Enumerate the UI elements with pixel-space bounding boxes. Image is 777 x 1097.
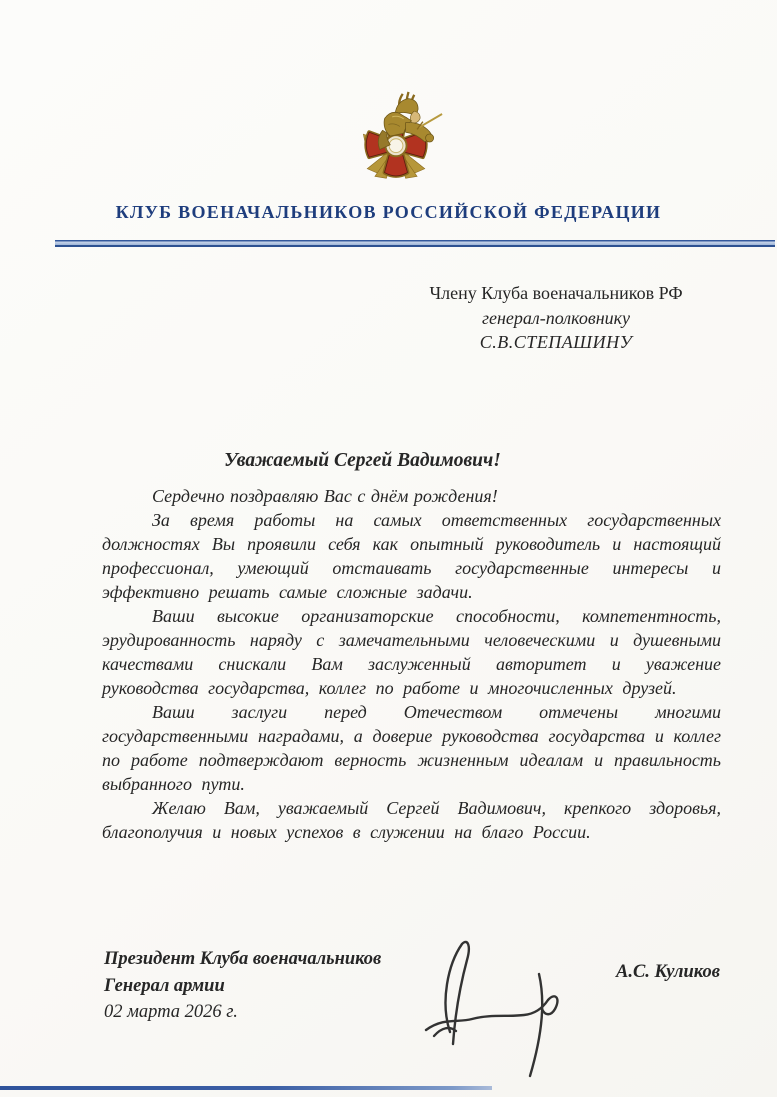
letter-body <box>102 484 721 844</box>
signer-name: А.С. Куликов <box>616 962 720 982</box>
body-paragraph: За время работы на самых ответственных государственных должностях Вы проявили себя как опытный руководитель и настоящий профессионал, умеющий отстаивать государственные интересы и эффективно решать самые сложные задачи. <box>102 510 721 602</box>
signer-position-line1: Президент Клуба военачальников <box>104 949 382 969</box>
addressee-line-name: С.В.СТЕПАШИНУ <box>479 332 633 352</box>
signer-position-line2: Генерал армии <box>104 975 225 996</box>
body-paragraph: Желаю Вам, уважаемый Сергей Вадимович, крепкого здоровья, благополучия и новых успехов в служении на благо России. <box>102 798 721 842</box>
addressee-line-rank: генерал-полковнику <box>481 307 631 328</box>
letter-date: 02 марта 2026 г. <box>104 1002 238 1022</box>
addressee-block <box>408 281 704 355</box>
body-paragraph: Ваши заслуги перед Отечеством отмечены многими государственными наградами, а доверие руководства государства и коллег по работе подтверждают верность жизненным идеалам и правильность выбранного пути. <box>102 702 721 794</box>
body-paragraph: Ваши высокие организаторские способности, компетентность, эрудированность наряду с замечательными человеческими и душевными качествами снискали Вам заслуженный авторитет и уважение руководства государства, коллег по работе и многочисленных друзей. <box>102 606 721 698</box>
organization-title: КЛУБ ВОЕНАЧАЛЬНИКОВ РОССИЙСКОЙ ФЕДЕРАЦИИ <box>115 202 662 222</box>
addressee-line-member: Члену Клуба военачальников РФ <box>429 283 683 303</box>
body-paragraph: Сердечно поздравляю Вас с днём рождения! <box>152 486 498 506</box>
signature-autograph-icon <box>412 930 582 1080</box>
signer-position-block <box>104 946 381 1026</box>
warrior-red-cross-emblem-icon <box>346 90 446 186</box>
club-emblem <box>346 90 446 186</box>
header-divider-rule <box>55 240 775 247</box>
footer-divider-rule <box>0 1086 492 1090</box>
salutation: Уважаемый Сергей Вадимович! <box>224 450 501 471</box>
handwritten-signature <box>412 930 582 1080</box>
